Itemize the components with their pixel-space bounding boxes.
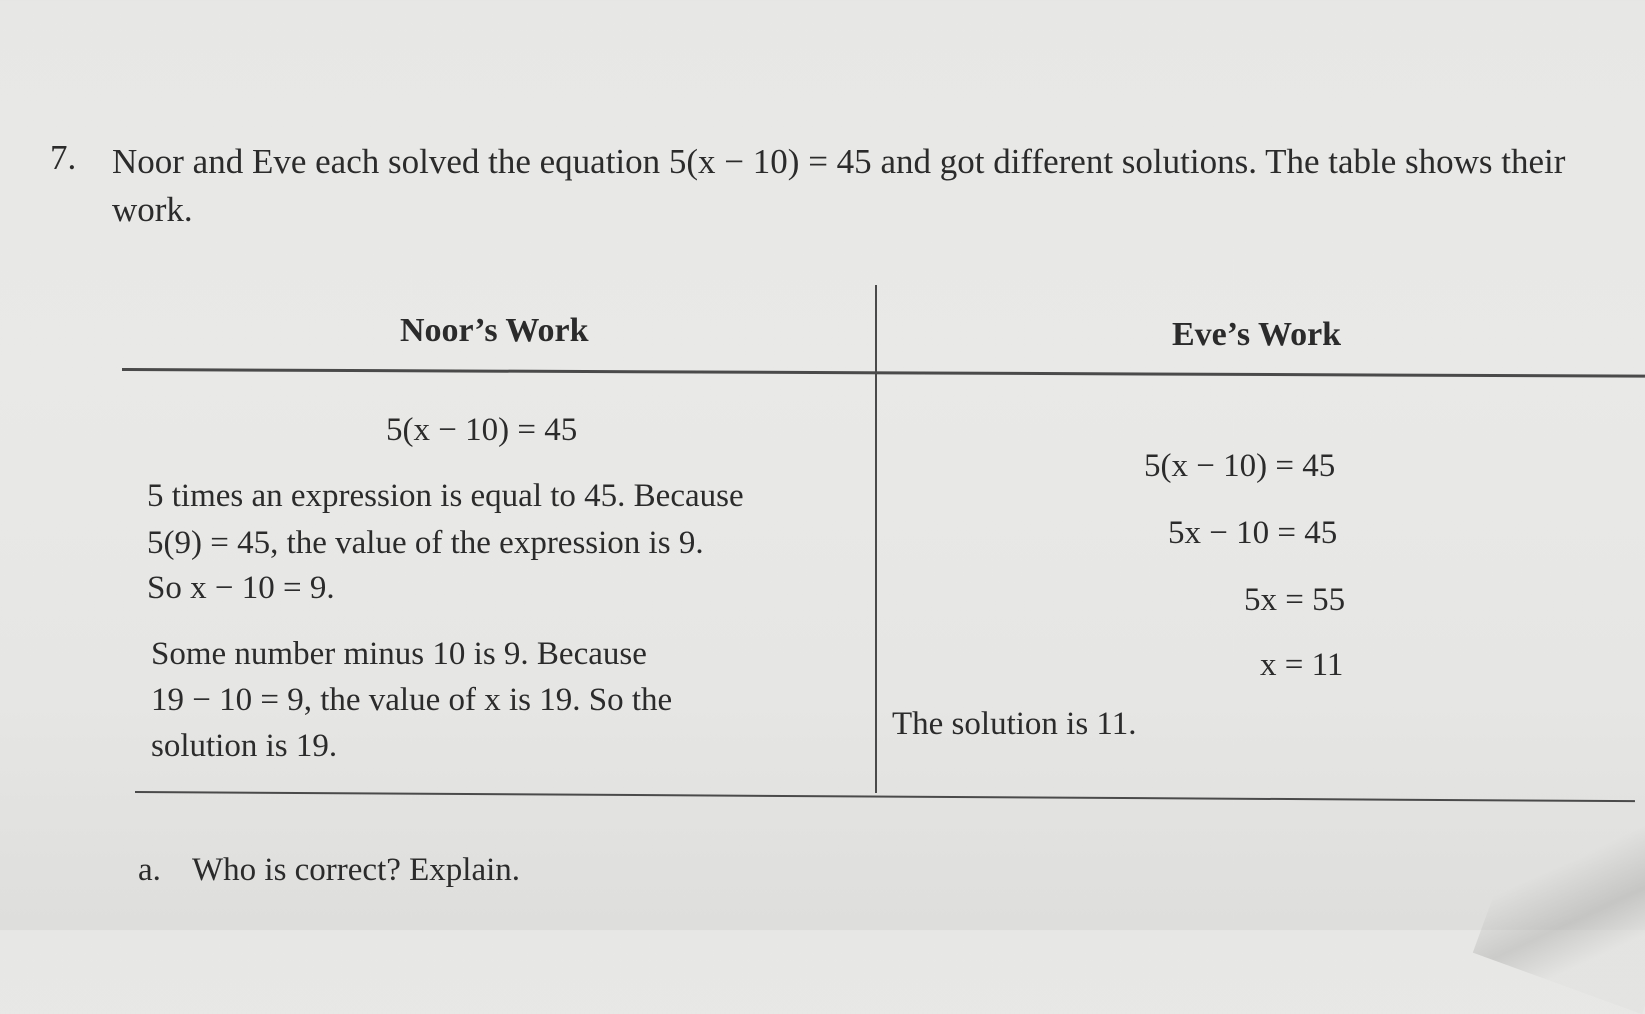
problem-number: 7. — [50, 138, 77, 177]
noor-paragraph1-line1: 5 times an expression is equal to 45. Because — [147, 478, 744, 514]
eve-step-3: 5x = 55 — [1244, 582, 1346, 618]
eve-conclusion: The solution is 11. — [892, 706, 1137, 742]
noor-equation: 5(x − 10) = 45 — [386, 412, 578, 448]
table-bottom-rule — [135, 791, 1635, 802]
table-header-rule — [122, 368, 1645, 378]
problem-text-after: and got different solutions. The table shows their work. — [112, 142, 1566, 229]
noor-work-header: Noor’s Work — [400, 312, 589, 349]
noor-paragraph2-line3: solution is 19. — [151, 728, 338, 764]
problem-equation: 5(x − 10) = 45 — [668, 142, 872, 181]
eve-step-2: 5x − 10 = 45 — [1168, 515, 1338, 551]
eve-step-4: x = 11 — [1260, 647, 1344, 683]
noor-paragraph2-line1: Some number minus 10 is 9. Because — [151, 636, 647, 672]
noor-paragraph1-line3: So x − 10 = 9. — [147, 570, 335, 606]
eve-work-header: Eve’s Work — [1172, 316, 1342, 353]
page-shadow — [1473, 746, 1645, 1014]
part-a-label: a. — [138, 852, 161, 888]
problem-statement — [112, 138, 1622, 234]
noor-paragraph2-line2: 19 − 10 = 9, the value of x is 19. So the — [151, 682, 673, 718]
eve-step-1: 5(x − 10) = 45 — [1144, 448, 1336, 484]
problem-text-before: Noor and Eve each solved the equation — [112, 142, 669, 181]
noor-paragraph1-line2: 5(9) = 45, the value of the expression is 9. — [147, 525, 704, 561]
part-a-question: Who is correct? Explain. — [192, 852, 521, 888]
table-column-divider — [875, 285, 877, 793]
